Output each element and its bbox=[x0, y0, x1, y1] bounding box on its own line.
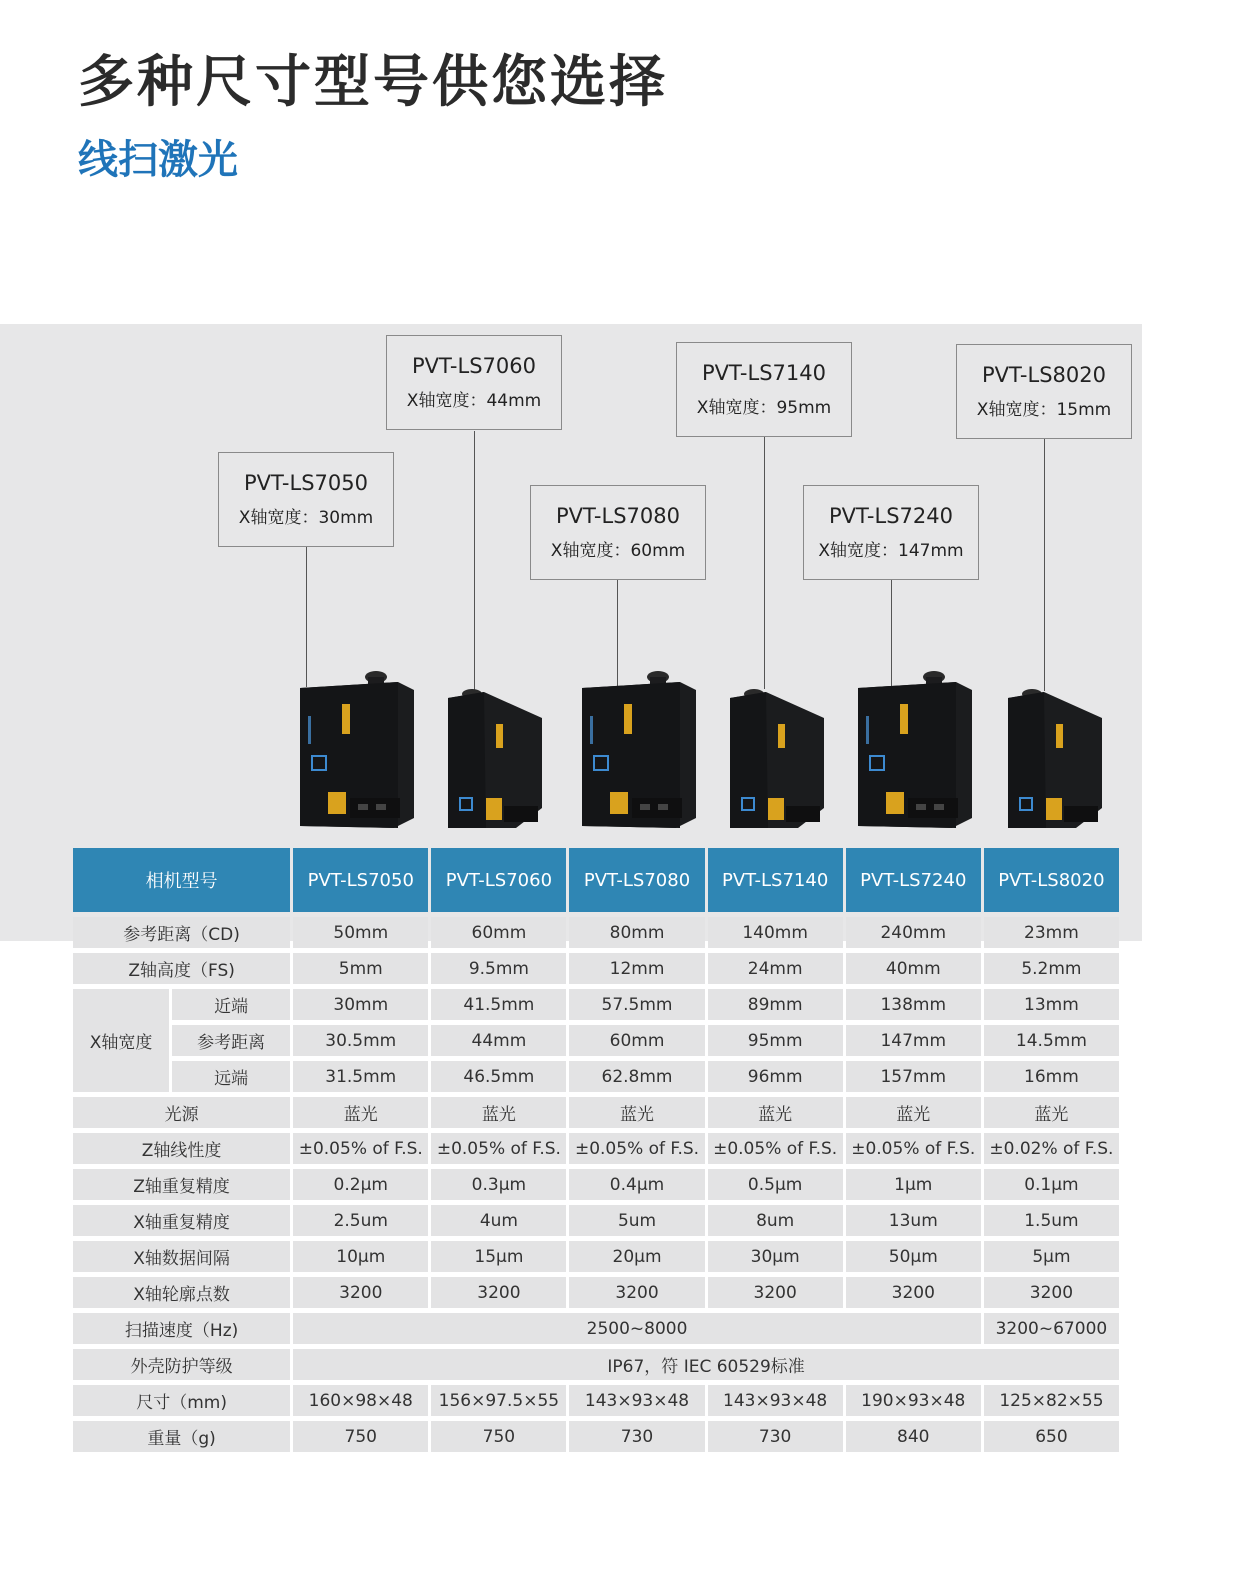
table-cell: 30mm bbox=[293, 989, 428, 1020]
table-row bbox=[73, 1169, 1119, 1200]
table-cell: 蓝光 bbox=[431, 1097, 566, 1128]
row-sublabel: 参考距离 bbox=[172, 1025, 290, 1056]
table-cell: 840 bbox=[846, 1421, 981, 1452]
table-cell: 30.5mm bbox=[293, 1025, 428, 1056]
row-label: X轴轮廓点数 bbox=[73, 1277, 290, 1308]
callout-model: PVT-LS7080 bbox=[556, 504, 680, 528]
table-cell: 143×93×48 bbox=[708, 1385, 843, 1416]
table-cell: 蓝光 bbox=[708, 1097, 843, 1128]
header-model: PVT-LS7140 bbox=[708, 848, 843, 912]
table-cell: 5.2mm bbox=[984, 953, 1119, 984]
table-cell: 57.5mm bbox=[569, 989, 704, 1020]
table-cell: ±0.05% of F.S. bbox=[846, 1133, 981, 1164]
table-cell: 156×97.5×55 bbox=[431, 1385, 566, 1416]
table-cell: ±0.05% of F.S. bbox=[431, 1133, 566, 1164]
table-row bbox=[73, 1313, 1119, 1344]
page-title: 多种尺寸型号供您选择 bbox=[78, 50, 668, 115]
callout-model: PVT-LS7050 bbox=[244, 471, 368, 495]
table-row bbox=[73, 1241, 1119, 1272]
row-label: 扫描速度（Hz) bbox=[73, 1313, 290, 1344]
row-label: 外壳防护等级 bbox=[73, 1349, 290, 1380]
table-cell: 750 bbox=[293, 1421, 428, 1452]
camera-product-image bbox=[298, 668, 414, 840]
header-model: PVT-LS7060 bbox=[431, 848, 566, 912]
row-sublabel: 远端 bbox=[172, 1061, 290, 1092]
table-cell: ±0.05% of F.S. bbox=[293, 1133, 428, 1164]
row-label: X轴重复精度 bbox=[73, 1205, 290, 1236]
table-cell: 3200~67000 bbox=[984, 1313, 1119, 1344]
header-model: PVT-LS7240 bbox=[846, 848, 981, 912]
camera-product-image bbox=[580, 668, 696, 840]
table-cell: 95mm bbox=[708, 1025, 843, 1056]
camera-product-image bbox=[856, 668, 972, 840]
table-row bbox=[73, 1385, 1119, 1416]
table-cell: 44mm bbox=[431, 1025, 566, 1056]
table-row bbox=[73, 1025, 1119, 1056]
table-cell: 3200 bbox=[569, 1277, 704, 1308]
table-cell: 16mm bbox=[984, 1061, 1119, 1092]
table-cell: 62.8mm bbox=[569, 1061, 704, 1092]
table-row bbox=[73, 1277, 1119, 1308]
table-cell: 0.3μm bbox=[431, 1169, 566, 1200]
table-cell: 140mm bbox=[708, 917, 843, 948]
table-row bbox=[73, 953, 1119, 984]
table-cell: 15μm bbox=[431, 1241, 566, 1272]
table-cell: 14.5mm bbox=[984, 1025, 1119, 1056]
table-cell: 41.5mm bbox=[431, 989, 566, 1020]
leader-line bbox=[764, 437, 765, 689]
row-label: 光源 bbox=[73, 1097, 290, 1128]
table-cell: 13mm bbox=[984, 989, 1119, 1020]
table-cell: 138mm bbox=[846, 989, 981, 1020]
table-cell: 96mm bbox=[708, 1061, 843, 1092]
row-label: Z轴重复精度 bbox=[73, 1169, 290, 1200]
spec-table bbox=[70, 843, 1122, 1457]
table-cell: 30μm bbox=[708, 1241, 843, 1272]
table-cell: 蓝光 bbox=[293, 1097, 428, 1128]
table-cell: 730 bbox=[569, 1421, 704, 1452]
table-cell: IP67，符 IEC 60529标准 bbox=[293, 1349, 1119, 1380]
callout-model: PVT-LS7240 bbox=[829, 504, 953, 528]
table-cell: 650 bbox=[984, 1421, 1119, 1452]
table-cell: 12mm bbox=[569, 953, 704, 984]
camera-product-image bbox=[446, 688, 542, 836]
table-row bbox=[73, 1349, 1119, 1380]
table-row bbox=[73, 989, 1119, 1020]
table-cell: 10μm bbox=[293, 1241, 428, 1272]
table-cell: 24mm bbox=[708, 953, 843, 984]
row-label: X轴数据间隔 bbox=[73, 1241, 290, 1272]
table-cell: 23mm bbox=[984, 917, 1119, 948]
callout-width: X轴宽度：60mm bbox=[550, 541, 686, 561]
table-cell: 50mm bbox=[293, 917, 428, 948]
table-cell: 13um bbox=[846, 1205, 981, 1236]
table-cell: 3200 bbox=[293, 1277, 428, 1308]
table-cell: 40mm bbox=[846, 953, 981, 984]
row-sublabel: 近端 bbox=[172, 989, 290, 1020]
callout-width: X轴宽度：15mm bbox=[976, 400, 1112, 420]
table-cell: 4um bbox=[431, 1205, 566, 1236]
table-cell: 5um bbox=[569, 1205, 704, 1236]
table-cell: 0.1μm bbox=[984, 1169, 1119, 1200]
row-label: Z轴高度（FS) bbox=[73, 953, 290, 984]
table-cell: 31.5mm bbox=[293, 1061, 428, 1092]
table-cell: 190×93×48 bbox=[846, 1385, 981, 1416]
table-cell: 143×93×48 bbox=[569, 1385, 704, 1416]
callout-ls8020 bbox=[956, 344, 1132, 439]
callout-model: PVT-LS8020 bbox=[982, 363, 1106, 387]
table-cell: 2500~8000 bbox=[293, 1313, 981, 1344]
table-row bbox=[73, 917, 1119, 948]
table-row bbox=[73, 1205, 1119, 1236]
header-model: PVT-LS7080 bbox=[569, 848, 704, 912]
callout-width: X轴宽度：44mm bbox=[406, 391, 542, 411]
table-cell: 蓝光 bbox=[984, 1097, 1119, 1128]
table-row bbox=[73, 1133, 1119, 1164]
camera-product-image bbox=[728, 688, 824, 836]
table-cell: 60mm bbox=[431, 917, 566, 948]
table-cell: 240mm bbox=[846, 917, 981, 948]
table-cell: 5μm bbox=[984, 1241, 1119, 1272]
table-header-row bbox=[73, 848, 1119, 912]
table-cell: 3200 bbox=[431, 1277, 566, 1308]
callout-ls7050 bbox=[218, 452, 394, 547]
row-group-label: X轴宽度 bbox=[73, 989, 169, 1092]
table-cell: ±0.05% of F.S. bbox=[569, 1133, 704, 1164]
page-subtitle: 线扫激光 bbox=[78, 137, 238, 183]
table-cell: 160×98×48 bbox=[293, 1385, 428, 1416]
callout-width: X轴宽度：147mm bbox=[818, 541, 964, 561]
table-row bbox=[73, 1061, 1119, 1092]
callout-width: X轴宽度：30mm bbox=[238, 508, 374, 528]
table-cell: 蓝光 bbox=[846, 1097, 981, 1128]
table-cell: 2.5um bbox=[293, 1205, 428, 1236]
header-model: PVT-LS7050 bbox=[293, 848, 428, 912]
table-cell: 蓝光 bbox=[569, 1097, 704, 1128]
table-cell: 50μm bbox=[846, 1241, 981, 1272]
table-cell: 80mm bbox=[569, 917, 704, 948]
table-cell: 9.5mm bbox=[431, 953, 566, 984]
table-cell: ±0.05% of F.S. bbox=[708, 1133, 843, 1164]
table-row bbox=[73, 1097, 1119, 1128]
callout-ls7060 bbox=[386, 335, 562, 430]
table-cell: 125×82×55 bbox=[984, 1385, 1119, 1416]
callout-ls7240 bbox=[803, 485, 979, 580]
table-cell: 0.5μm bbox=[708, 1169, 843, 1200]
table-cell: 60mm bbox=[569, 1025, 704, 1056]
table-cell: 5mm bbox=[293, 953, 428, 984]
table-cell: 0.4μm bbox=[569, 1169, 704, 1200]
table-row bbox=[73, 1421, 1119, 1452]
leader-line bbox=[474, 431, 475, 691]
table-cell: 20μm bbox=[569, 1241, 704, 1272]
table-cell: 3200 bbox=[846, 1277, 981, 1308]
row-label: 尺寸（mm) bbox=[73, 1385, 290, 1416]
callout-width: X轴宽度：95mm bbox=[696, 398, 832, 418]
table-cell: 46.5mm bbox=[431, 1061, 566, 1092]
camera-product-image bbox=[1006, 688, 1102, 836]
table-cell: 1.5um bbox=[984, 1205, 1119, 1236]
leader-line bbox=[306, 547, 307, 687]
table-cell: 157mm bbox=[846, 1061, 981, 1092]
row-label: 重量（g) bbox=[73, 1421, 290, 1452]
row-label: 参考距离（CD) bbox=[73, 917, 290, 948]
table-cell: 89mm bbox=[708, 989, 843, 1020]
table-cell: 0.2μm bbox=[293, 1169, 428, 1200]
row-label: Z轴线性度 bbox=[73, 1133, 290, 1164]
callout-model: PVT-LS7140 bbox=[702, 361, 826, 385]
table-cell: 1μm bbox=[846, 1169, 981, 1200]
table-cell: 3200 bbox=[984, 1277, 1119, 1308]
callout-ls7080 bbox=[530, 485, 706, 580]
table-cell: 3200 bbox=[708, 1277, 843, 1308]
header-label: 相机型号 bbox=[73, 848, 290, 912]
table-cell: 147mm bbox=[846, 1025, 981, 1056]
table-cell: 8um bbox=[708, 1205, 843, 1236]
table-cell: 730 bbox=[708, 1421, 843, 1452]
callout-model: PVT-LS7060 bbox=[412, 354, 536, 378]
header-model: PVT-LS8020 bbox=[984, 848, 1119, 912]
table-cell: ±0.02% of F.S. bbox=[984, 1133, 1119, 1164]
leader-line bbox=[1044, 439, 1045, 691]
callout-ls7140 bbox=[676, 342, 852, 437]
table-cell: 750 bbox=[431, 1421, 566, 1452]
